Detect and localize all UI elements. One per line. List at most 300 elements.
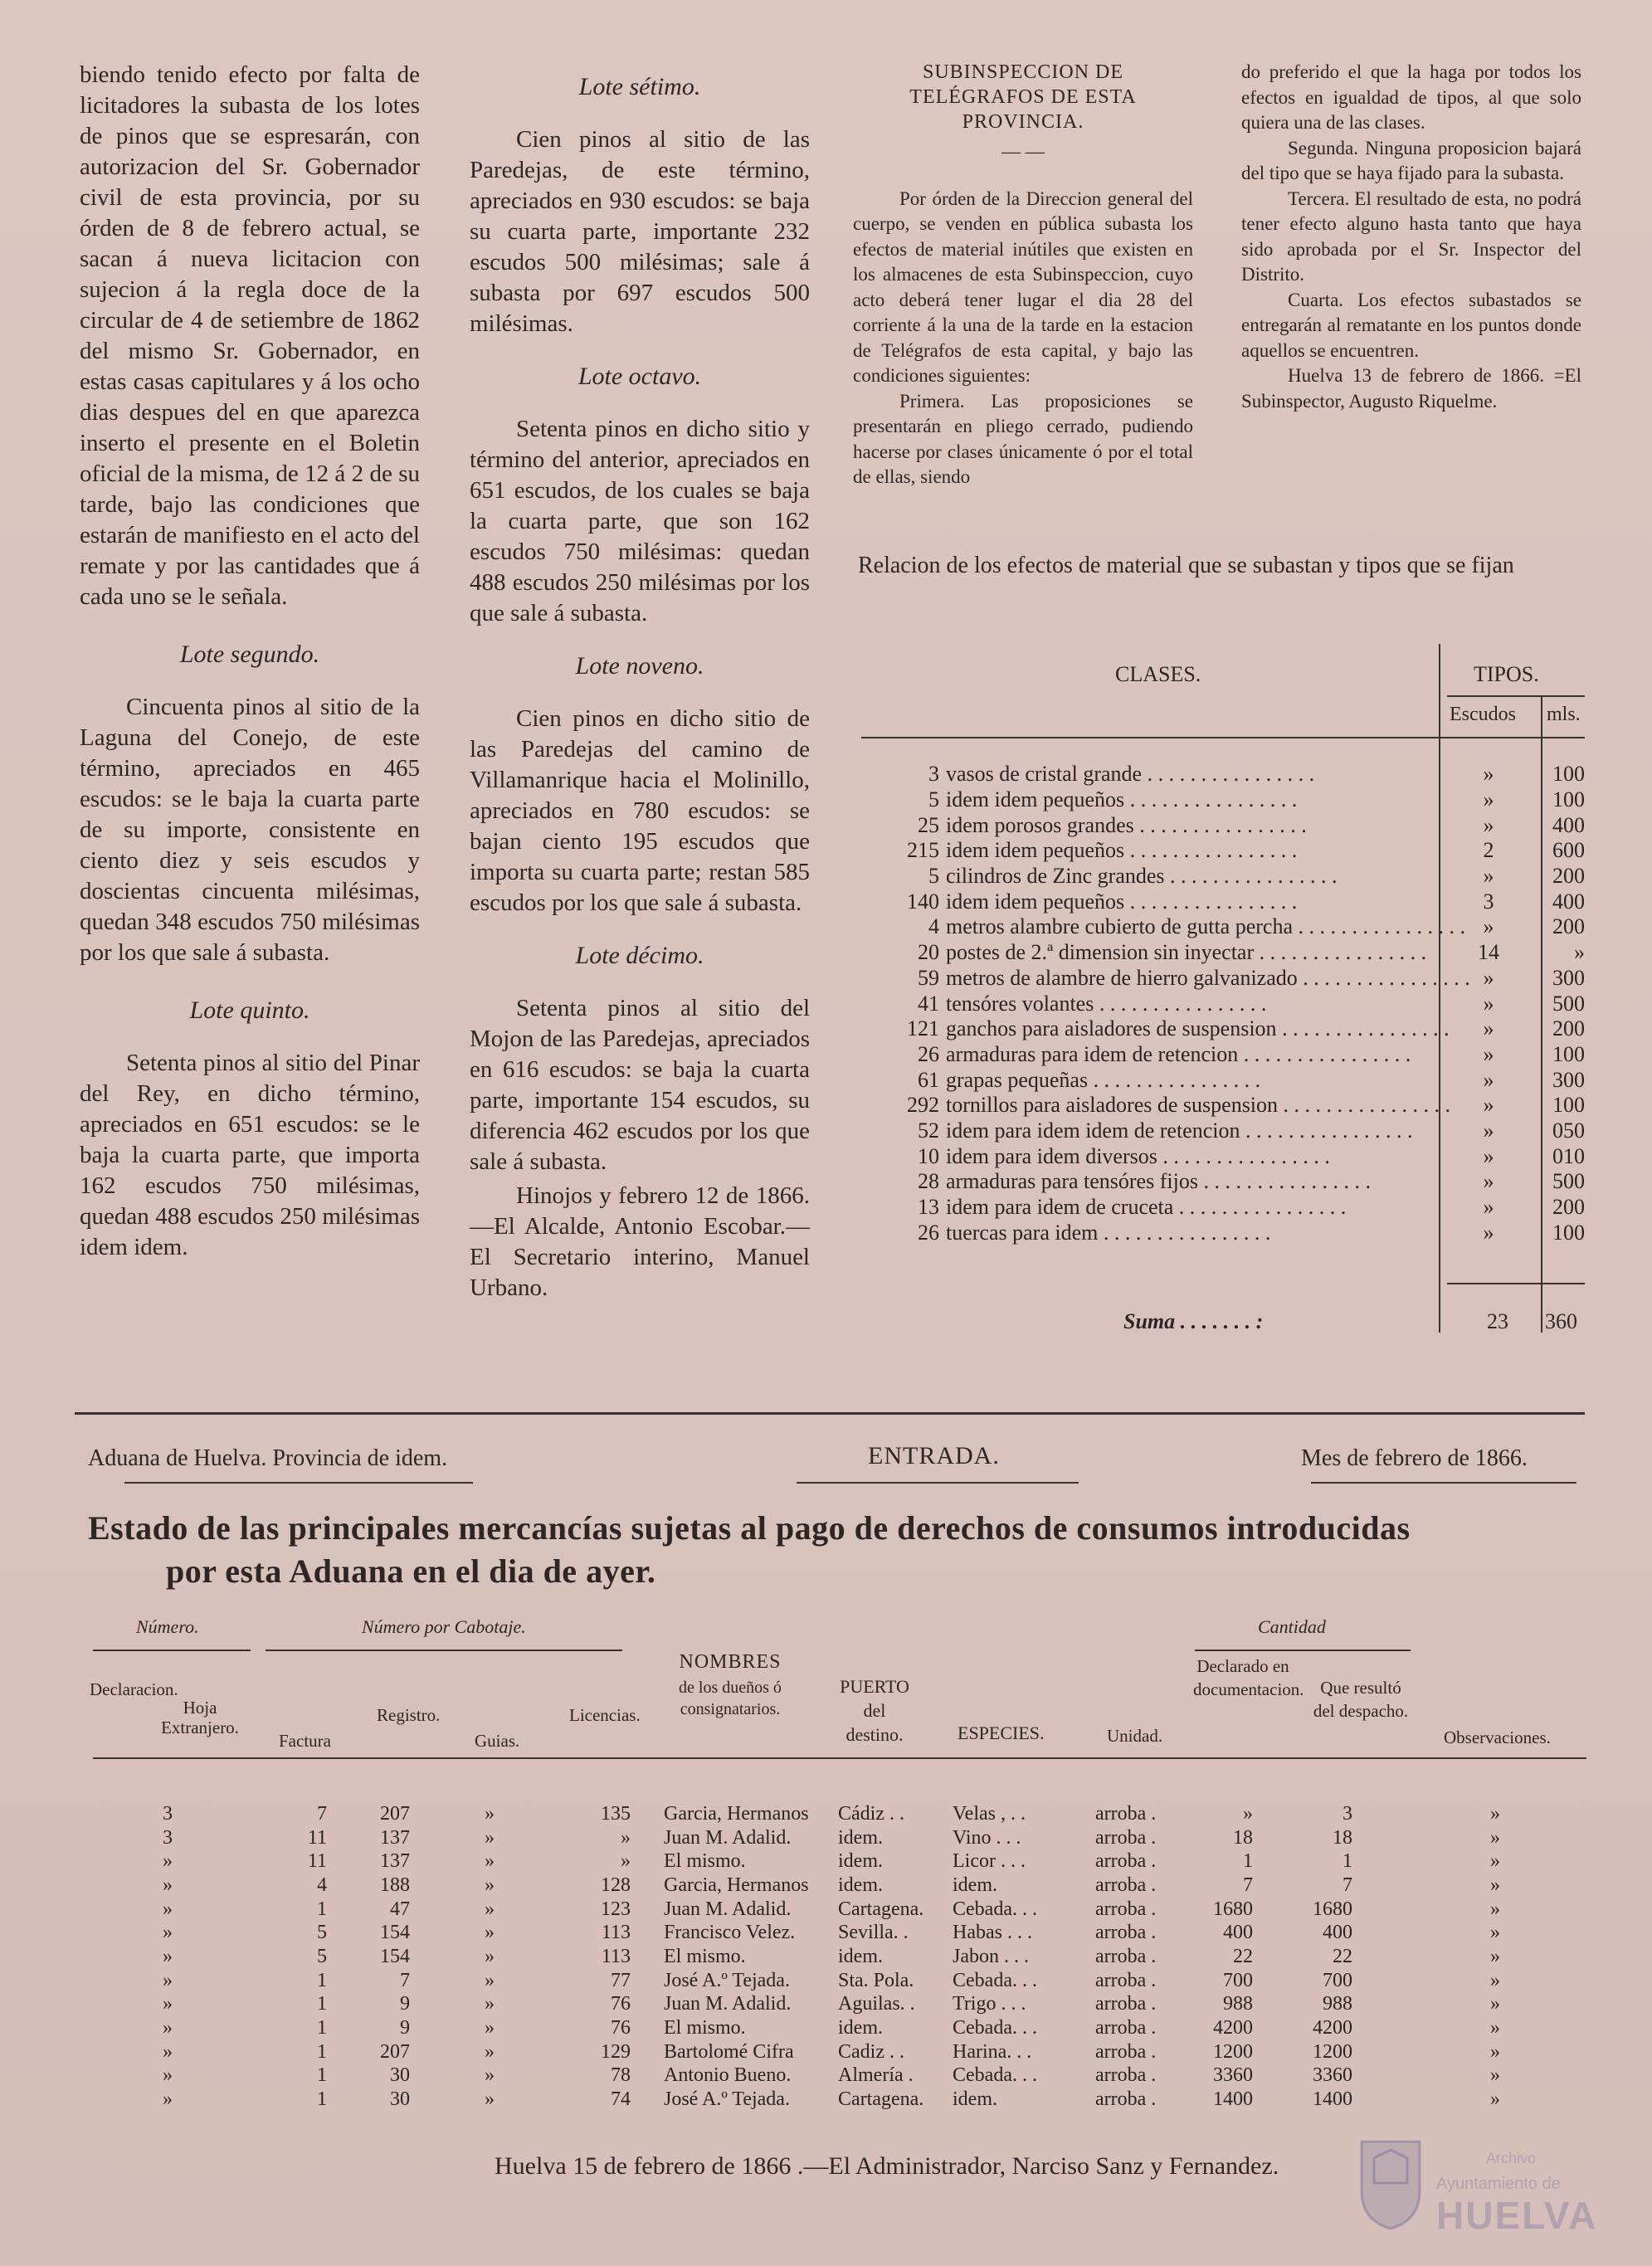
- tipos-descripcion-text: armaduras para idem de retencion: [946, 1041, 1239, 1066]
- cell-licencias: 78: [611, 2064, 631, 2087]
- hdr-declaracion: Declaracion.: [90, 1679, 178, 1699]
- cell-observaciones: »: [1490, 1898, 1500, 1920]
- hdr-licencias: Licencias.: [569, 1705, 641, 1725]
- cell-puerto: Almería .: [838, 2064, 914, 2087]
- tipos-descripcion-text: idem idem pequeños: [946, 889, 1125, 914]
- tipos-descripcion-text: tensóres volantes: [946, 991, 1094, 1016]
- table-row: [93, 1993, 1586, 2017]
- cell-factura: 4: [317, 1874, 327, 1896]
- section-divider: [75, 1412, 1585, 1415]
- leader-dots: . . . . . . . . . . . . . . . .: [1098, 1220, 1271, 1245]
- tipos-mls: 600: [1552, 838, 1585, 863]
- hdr-factura: Factura: [279, 1731, 331, 1751]
- tipos-row: [863, 889, 1585, 914]
- cell-declaracion: 3: [163, 1802, 173, 1825]
- cell-unidad: arroba .: [1095, 1850, 1157, 1873]
- aduana-center: ENTRADA.: [868, 1442, 1000, 1469]
- tipos-mls: 050: [1552, 1118, 1585, 1143]
- cell-nombre: Juan M. Adalid.: [664, 1898, 792, 1920]
- cell-registro: 154: [380, 1922, 410, 1944]
- tipos-descripcion: [946, 787, 1437, 813]
- cell-nombre: El mismo.: [664, 2017, 746, 2039]
- cell-hoja: [181, 2088, 256, 2112]
- tipos-descripcion: [946, 889, 1437, 914]
- cell-guias: »: [485, 2088, 495, 2111]
- tipos-descripcion-text: tornillos para aisladores de suspension: [946, 1093, 1279, 1118]
- lote-noveno-heading: Lote noveno.: [575, 652, 704, 680]
- tipos-row: [863, 1118, 1585, 1144]
- tipos-header-tipos: TIPOS.: [1474, 662, 1539, 686]
- watermark-sub: Ayuntamiento de: [1436, 2175, 1561, 2193]
- relacion-title-text: Relacion de los efectos de material que se subastan y tipos que se fijan: [858, 553, 1514, 578]
- tipos-cantidad: 5: [928, 864, 939, 889]
- cell-especie: idem.: [953, 2088, 997, 2111]
- cell-declaracion: »: [163, 2088, 173, 2111]
- cell-registro: 9: [400, 2017, 410, 2039]
- tipos-cantidad: 25: [918, 812, 939, 837]
- tipos-row: [863, 1195, 1585, 1221]
- leader-dots: . . . . . . . . . . . . . . . .: [1164, 864, 1338, 889]
- cell-factura: 1: [317, 1993, 327, 2015]
- cell-factura: 5: [317, 1922, 327, 1944]
- tipos-descripcion: [946, 1118, 1437, 1144]
- tipos-hline-header: [861, 737, 1585, 738]
- cell-guias: »: [485, 1969, 495, 1991]
- suma-label-text: Suma: [1123, 1309, 1176, 1333]
- cell-especie: idem.: [953, 1874, 997, 1896]
- leader-dots: . . . . . . . . . . . . . . . .: [1124, 838, 1298, 863]
- aduana-title-line-1: Estado de las principales mercancías sujetas al pago de derechos de consumos introducidas: [88, 1509, 1411, 1547]
- cell-puerto: Cádiz . .: [838, 1802, 904, 1825]
- cell-observaciones: »: [1490, 1802, 1500, 1825]
- tipos-mls: 400: [1552, 889, 1585, 914]
- tipos-cantidad: 20: [918, 940, 939, 965]
- cell-especie: Licor . . .: [953, 1850, 1026, 1873]
- tipos-escudos: »: [1483, 1016, 1494, 1041]
- tipos-descripcion-text: idem para idem de cruceta: [946, 1195, 1174, 1220]
- cell-unidad: arroba .: [1095, 2064, 1157, 2087]
- cell-unidad: arroba .: [1095, 1802, 1157, 1825]
- cell-declaracion: »: [163, 1850, 173, 1873]
- tipos-descripcion-text: postes de 2.ª dimension sin inyectar: [946, 940, 1255, 965]
- table-row: [93, 1849, 1586, 1874]
- tipos-descripcion-text: grapas pequeñas: [946, 1067, 1089, 1092]
- cell-observaciones: »: [1490, 2064, 1500, 2087]
- cell-puerto: idem.: [838, 1874, 883, 1896]
- aduana-left: Aduana de Huelva. Provincia de idem.: [88, 1445, 448, 1471]
- tipos-escudos: »: [1483, 864, 1494, 889]
- tipos-cantidad: 59: [918, 965, 939, 990]
- cell-guias: »: [485, 1850, 495, 1873]
- cell-declaracion: »: [163, 2064, 173, 2087]
- cell-puerto: idem.: [838, 1850, 883, 1873]
- cell-declarado: 7: [1243, 1874, 1253, 1896]
- leader-dots: . . . . . . . . . . . . . . . .: [1292, 914, 1465, 939]
- column-4: [1241, 60, 1581, 414]
- cell-especie: Velas , . .: [953, 1802, 1026, 1825]
- table-row: [93, 1826, 1586, 1850]
- cell-licencias: »: [621, 1826, 631, 1849]
- cell-registro: 30: [390, 2088, 410, 2111]
- aduana-right-underline: [1311, 1482, 1576, 1484]
- cell-resulto: 400: [1323, 1922, 1352, 1944]
- aduana-center-ornament: [797, 1482, 1079, 1484]
- aduana-right: Mes de febrero de 1866.: [1301, 1445, 1528, 1471]
- cell-observaciones: »: [1490, 2017, 1500, 2039]
- cell-observaciones: »: [1490, 1850, 1500, 1873]
- cell-guias: »: [485, 1922, 495, 1944]
- cell-declaracion: 3: [163, 1826, 173, 1849]
- cell-observaciones: »: [1490, 1945, 1500, 1967]
- hdr-especies: ESPECIES.: [958, 1723, 1045, 1743]
- tipos-descripcion-text: ganchos para aisladores de suspension: [946, 1016, 1277, 1041]
- cell-hoja: [181, 1898, 256, 1922]
- subinspeccion-title: SUBINSPECCION DE TELÉGRAFOS DE ESTA PROVINCIA.: [909, 61, 1137, 133]
- col4-paragraph-3: Tercera. El resultado de esta, no podrá tener efecto alguno hasta tanto que haya sido aprobada por el Sr. Inspector del Distrito.: [1241, 188, 1581, 285]
- cell-observaciones: »: [1490, 2040, 1500, 2063]
- cell-nombre: José A.º Tejada.: [664, 2088, 790, 2111]
- cell-factura: 1: [317, 2064, 327, 2087]
- leader-dots: . . . . . . . . . . . . . . . .: [1276, 1016, 1450, 1041]
- cell-unidad: arroba .: [1095, 1993, 1157, 2015]
- cell-declaracion: »: [163, 1874, 173, 1896]
- group-numero: Número.: [136, 1616, 199, 1637]
- group-cabotaje: Número por Cabotaje.: [362, 1616, 526, 1637]
- tipos-mls: 200: [1552, 1016, 1585, 1041]
- col3-paragraph-1: Por órden de la Direccion general del cuerpo, se venden en pública subasta los efectos de material inútiles que existen en los almacenes de esta Subinspeccion, cuyo acto deberá tener lugar el dia 28 del corriente á la una de la tarde en la estacion de Telégrafos de esta capital, y bajo las condiciones siguientes:: [853, 188, 1193, 386]
- cell-nombre: Francisco Velez.: [664, 1922, 796, 1944]
- cell-hoja: [181, 1945, 256, 1969]
- tipos-row: [863, 991, 1585, 1016]
- table-row: [93, 1802, 1586, 1826]
- tipos-mls: 500: [1552, 1169, 1585, 1194]
- cell-puerto: Sta. Pola.: [838, 1969, 914, 1991]
- col1-paragraph-2: Cincuenta pinos al sitio de la Laguna del Conejo, de este término, apreciados en 465 escudos: se le baja la cuarta parte de su importe, consistente en ciento diez y seis escudos y doscientas cincuenta milésimas, quedan 348 escudos 750 milésimas por los que sale á subasta.: [80, 694, 420, 966]
- cell-hoja: [181, 2040, 256, 2064]
- cell-declarado: 1680: [1213, 1898, 1253, 1920]
- tipos-mls: 200: [1552, 1195, 1585, 1220]
- cell-unidad: arroba .: [1095, 1826, 1157, 1849]
- tipos-cantidad: 292: [907, 1093, 939, 1118]
- tipos-mls: 100: [1552, 787, 1585, 812]
- tipos-cantidad: 3: [928, 762, 939, 787]
- cell-resulto: 4200: [1313, 2017, 1352, 2039]
- cell-resulto: 1200: [1313, 2040, 1352, 2063]
- cell-registro: 9: [400, 1993, 410, 2015]
- tipos-descripcion-text: vasos de cristal grande: [946, 762, 1143, 787]
- coat-of-arms-icon: [1353, 2133, 1428, 2233]
- cell-factura: 1: [317, 2017, 327, 2039]
- cell-declarado: 988: [1223, 1993, 1253, 2015]
- table-row: [93, 2064, 1586, 2088]
- tipos-row: [863, 1042, 1585, 1068]
- tipos-mls: 100: [1552, 762, 1585, 787]
- tipos-descripcion: [946, 838, 1437, 864]
- tipos-descripcion: [946, 1220, 1437, 1245]
- table-row: [93, 1874, 1586, 1898]
- tipos-descripcion: [946, 1093, 1451, 1118]
- cell-registro: 154: [380, 1945, 410, 1967]
- leader-dots: . . . . . . . . . . . . . . . .: [1124, 889, 1298, 914]
- cell-declaracion: »: [163, 2017, 173, 2039]
- tipos-descripcion: [946, 991, 1437, 1016]
- cell-registro: 207: [380, 1802, 410, 1825]
- cell-licencias: 135: [601, 1802, 631, 1825]
- tipos-cantidad: 10: [918, 1143, 939, 1168]
- cell-declaracion: »: [163, 1993, 173, 2015]
- hdr-registro: Registro.: [377, 1705, 441, 1725]
- tipos-mls: »: [1574, 940, 1585, 965]
- lote-segundo-heading: Lote segundo.: [179, 641, 320, 668]
- cell-unidad: arroba .: [1095, 1874, 1157, 1896]
- cell-resulto: 1680: [1313, 1898, 1352, 1920]
- hdr-puerto: PUERTO del destino.: [840, 1676, 909, 1745]
- col2-signature: Hinojos y febrero 12 de 1866.—El Alcalde, Antonio Escobar.—El Secretario interino, Manuel Urbano.: [470, 1182, 810, 1301]
- cell-registro: 137: [380, 1826, 410, 1849]
- cell-licencias: 123: [601, 1898, 631, 1920]
- cell-puerto: idem.: [838, 1945, 883, 1967]
- tipos-row: [863, 787, 1585, 813]
- cell-especie: Vino . . .: [953, 1826, 1021, 1849]
- tipos-cantidad: 61: [918, 1067, 939, 1092]
- tipos-row: [863, 1067, 1585, 1093]
- relacion-title: [858, 553, 1588, 579]
- leader-dots: . . . . . . . . . . . . . . . .: [1142, 762, 1315, 787]
- cell-declarado: 700: [1223, 1969, 1253, 1991]
- cell-puerto: Cartagena.: [838, 2088, 924, 2111]
- cell-declarado: 22: [1233, 1945, 1253, 1967]
- tipos-table: [863, 762, 1585, 1245]
- cell-registro: 7: [400, 1969, 410, 1991]
- tipos-escudos: »: [1483, 1143, 1494, 1168]
- tipos-hline-sub: [1447, 695, 1585, 697]
- cell-declaracion: »: [163, 1922, 173, 1944]
- tipos-escudos: »: [1483, 1093, 1494, 1118]
- tipos-escudos: »: [1483, 1169, 1494, 1194]
- cell-licencias: 74: [611, 2088, 631, 2111]
- cell-guias: »: [485, 1826, 495, 1849]
- lote-septimo-heading: Lote sétimo.: [578, 73, 701, 100]
- tipos-row: [863, 914, 1585, 940]
- tipos-descripcion: [946, 965, 1470, 992]
- cell-factura: 1: [317, 2088, 327, 2111]
- col4-paragraph-2: Segunda. Ninguna proposicion bajará del tipo que se haya fijado para la subasta.: [1241, 137, 1581, 183]
- cell-unidad: arroba .: [1095, 2040, 1157, 2063]
- cell-puerto: idem.: [838, 1826, 883, 1849]
- table-row: [93, 1969, 1586, 1993]
- tipos-cantidad: 215: [907, 838, 939, 863]
- tipos-descripcion: [946, 914, 1465, 940]
- leader-dots: . . . . . . . . . . . . . . . .: [1197, 1169, 1371, 1194]
- cell-factura: 1: [317, 1898, 327, 1920]
- cell-declarado: 3360: [1213, 2064, 1253, 2087]
- cell-puerto: Cartagena.: [838, 1898, 924, 1920]
- tipos-mls: 100: [1552, 1093, 1585, 1118]
- hdr-resulto: Que resultó del despacho.: [1313, 1678, 1409, 1721]
- leader-dots: . . . . . . . . . . . . . . . .: [1278, 1093, 1451, 1118]
- cell-hoja: [181, 1826, 256, 1850]
- cell-registro: 137: [380, 1850, 410, 1873]
- tipos-cantidad: 4: [928, 914, 939, 939]
- cell-resulto: 3: [1343, 1802, 1352, 1825]
- table-row: [93, 1921, 1586, 1945]
- hdr-nombres: [647, 1651, 813, 1720]
- cell-puerto: Cadiz . .: [838, 2040, 904, 2063]
- cell-especie: Trigo . . .: [953, 1993, 1026, 2015]
- suma-mls: 360: [1545, 1309, 1577, 1333]
- cell-resulto: 22: [1333, 1945, 1352, 1967]
- tipos-cantidad: 26: [918, 1041, 939, 1066]
- cell-factura: 5: [317, 1945, 327, 1967]
- tipos-mls: 100: [1552, 1041, 1585, 1066]
- tipos-descripcion: [946, 1067, 1437, 1093]
- cell-observaciones: »: [1490, 2088, 1500, 2111]
- cell-declaracion: »: [163, 1898, 173, 1920]
- tipos-descripcion-text: armaduras para tensóres fijos: [946, 1169, 1198, 1194]
- cell-declaracion: »: [163, 1945, 173, 1967]
- cell-factura: 1: [317, 2040, 327, 2063]
- tipos-descripcion-text: metros alambre cubierto de gutta percha: [946, 914, 1293, 939]
- tipos-mls: 010: [1552, 1143, 1585, 1168]
- lote-quinto-heading: Lote quinto.: [189, 997, 310, 1024]
- leader-dots: . . . . . . . . . . . . . . . .: [1094, 991, 1267, 1016]
- cell-unidad: arroba .: [1095, 1969, 1157, 1991]
- cell-nombre: José A.º Tejada.: [664, 1969, 790, 1991]
- tipos-cantidad: 26: [918, 1220, 939, 1245]
- tipos-row: [863, 940, 1585, 966]
- tipos-row: [863, 966, 1585, 992]
- cell-unidad: arroba .: [1095, 1945, 1157, 1967]
- tipos-escudos: 2: [1483, 838, 1494, 863]
- cell-observaciones: »: [1490, 1993, 1500, 2015]
- cell-resulto: 7: [1343, 1874, 1352, 1896]
- group-cantidad-line: [1195, 1650, 1411, 1651]
- cell-hoja: [181, 1993, 256, 2017]
- cell-declarado: 1: [1243, 1850, 1253, 1873]
- cell-declarado: 1400: [1213, 2088, 1253, 2111]
- cell-nombre: Antonio Bueno.: [664, 2064, 792, 2087]
- leader-dots: . . . . . . . . . . . . . . . .: [1124, 787, 1298, 812]
- tipos-descripcion: [946, 940, 1437, 966]
- tipos-cantidad: 41: [918, 991, 939, 1016]
- tipos-escudos: »: [1483, 965, 1494, 990]
- tipos-descripcion: [946, 762, 1437, 787]
- col1-paragraph-3: Setenta pinos al sitio del Pinar del Rey, en dicho término, apreciados en 651 escudos: se le baja la cuarta parte, que importa 162 escudos 750 milésimas, quedan 488 escudos 250 milésimas idem idem.: [80, 1050, 420, 1260]
- cell-registro: 207: [380, 2040, 410, 2063]
- tipos-descripcion: [946, 1042, 1437, 1068]
- tipos-header-escudos: Escudos: [1450, 704, 1516, 725]
- tipos-cantidad: 121: [907, 1016, 939, 1041]
- cell-licencias: 77: [611, 1969, 631, 1991]
- column-1: [80, 60, 420, 1263]
- tipos-header-clases: CLASES.: [1115, 662, 1201, 686]
- aduana-footer: Huelva 15 de febrero de 1866 .—El Administrador, Narciso Sanz y Fernandez.: [495, 2152, 1279, 2180]
- column-2: [470, 73, 810, 1304]
- cell-factura: 7: [317, 1802, 327, 1825]
- cell-hoja: [181, 1921, 256, 1945]
- hdr-observaciones: Observaciones.: [1444, 1728, 1551, 1747]
- tipos-hline-suma: [1447, 1283, 1585, 1284]
- table-row: [93, 2040, 1586, 2064]
- cell-especie: Habas . . .: [953, 1922, 1032, 1944]
- leader-dots: . . . . . . . . . . . . . . . .: [1088, 1067, 1261, 1092]
- cell-especie: Harina. . .: [953, 2040, 1032, 2063]
- cell-nombre: El mismo.: [664, 1945, 746, 1967]
- leader-dots: . . . . . . . . . . . . . . . .: [1240, 1118, 1413, 1143]
- tipos-descripcion: [946, 812, 1437, 838]
- hdr-hoja: Hoja Extranjero.: [161, 1698, 239, 1737]
- leader-dots: . . . . . . . . . . . . . . . .: [1238, 1041, 1411, 1066]
- tipos-mls: 200: [1552, 914, 1585, 939]
- table-row: [93, 2016, 1586, 2040]
- tipos-descripcion-text: idem idem pequeños: [946, 838, 1125, 863]
- cell-factura: 11: [307, 1826, 327, 1849]
- hdr-unidad: Unidad.: [1107, 1726, 1163, 1746]
- group-numero-line: [93, 1650, 251, 1651]
- lote-octavo-heading: Lote octavo.: [577, 363, 702, 390]
- tipos-mls: 100: [1552, 1220, 1585, 1245]
- tipos-cantidad: 5: [928, 787, 939, 812]
- cell-resulto: 1: [1343, 1850, 1352, 1873]
- tipos-escudos: »: [1483, 787, 1494, 812]
- cell-registro: 47: [390, 1898, 410, 1920]
- tipos-cantidad: 28: [918, 1169, 939, 1194]
- leader-dots: . . . . . . . . . . . . . . . .: [1297, 965, 1470, 990]
- tipos-escudos: 14: [1478, 940, 1499, 965]
- col1-paragraph-1: biendo tenido efecto por falta de licitadores la subasta de los lotes de pinos que se espresarán, con autorizacion del Sr. Gobernador civil de esta provincia, por su órden de 8 de febrero actual, se sacan á nueva licitacion con sujecion á la regla doce de la circular de 4 de setiembre de 1862 del mismo Sr. Gobernador, en estas casas capitulares y á los ocho dias despues del en que aparezca inserto el presente en el Boletin oficial de la misma, de 12 á 2 de su tarde, bajo las condiciones que estarán de manifiesto en el acto del remate y por las cantidades que á cada uno se le señala.: [80, 61, 420, 610]
- tipos-descripcion-text: metros de alambre de hierro galvanizado: [946, 965, 1298, 990]
- cell-nombre: El mismo.: [664, 1850, 746, 1873]
- mercancias-table: [93, 1802, 1586, 2112]
- tipos-mls: 500: [1552, 991, 1585, 1016]
- tipos-escudos: »: [1483, 1220, 1494, 1245]
- group-cabotaje-line: [266, 1650, 622, 1651]
- cell-declarado: 1200: [1213, 2040, 1253, 2063]
- tipos-cantidad: 52: [918, 1118, 939, 1143]
- col2-paragraph-4: Setenta pinos al sitio del Mojon de las Paredejas, apreciados en 616 escudos: se baja la cuarta parte, importante 154 escudos, su diferencia 462 escudos por los que sale á subasta.: [470, 995, 810, 1175]
- merc-header-rule: [93, 1757, 1586, 1759]
- cell-resulto: 3360: [1313, 2064, 1352, 2087]
- group-cantidad: Cantidad: [1258, 1616, 1326, 1637]
- cell-especie: Cebada. . .: [953, 2017, 1037, 2039]
- cell-especie: Cebada. . .: [953, 1898, 1037, 1920]
- cell-especie: Cebada. . .: [953, 2064, 1037, 2087]
- cell-resulto: 988: [1323, 1993, 1352, 2015]
- hdr-guias: Guias.: [475, 1731, 520, 1751]
- cell-registro: 30: [390, 2064, 410, 2087]
- cell-declaracion: »: [163, 2040, 173, 2063]
- cell-resulto: 1400: [1313, 2088, 1352, 2111]
- tipos-escudos: »: [1483, 1118, 1494, 1143]
- tipos-row: [863, 1143, 1585, 1169]
- cell-nombre: Juan M. Adalid.: [664, 1826, 792, 1849]
- cell-puerto: Aguilas. .: [838, 1993, 915, 2015]
- tipos-row: [863, 1169, 1585, 1195]
- cell-declarado: 18: [1233, 1826, 1253, 1849]
- tipos-descripcion-text: idem porosos grandes: [946, 812, 1134, 837]
- cell-hoja: [181, 1849, 256, 1874]
- suma-escudos: 23: [1487, 1309, 1508, 1333]
- archive-watermark: [1353, 2100, 1619, 2249]
- cell-guias: »: [485, 1898, 495, 1920]
- watermark-top: Archivo: [1486, 2150, 1537, 2166]
- cell-nombre: Juan M. Adalid.: [664, 1993, 792, 2015]
- cell-licencias: »: [621, 1850, 631, 1873]
- cell-nombre: Garcia, Hermanos: [664, 1802, 809, 1825]
- col2-paragraph-1: Cien pinos al sitio de las Paredejas, de este término, apreciados en 930 escudos: se baja su cuarta parte, importante 232 escudos 500 milésimas; sale á subasta por 697 escudos 500 milésimas.: [470, 126, 810, 337]
- col4-signature: Huelva 13 de febrero de 1866. =El Subinspector, Augusto Riquelme.: [1241, 365, 1581, 412]
- tipos-escudos: »: [1483, 762, 1494, 787]
